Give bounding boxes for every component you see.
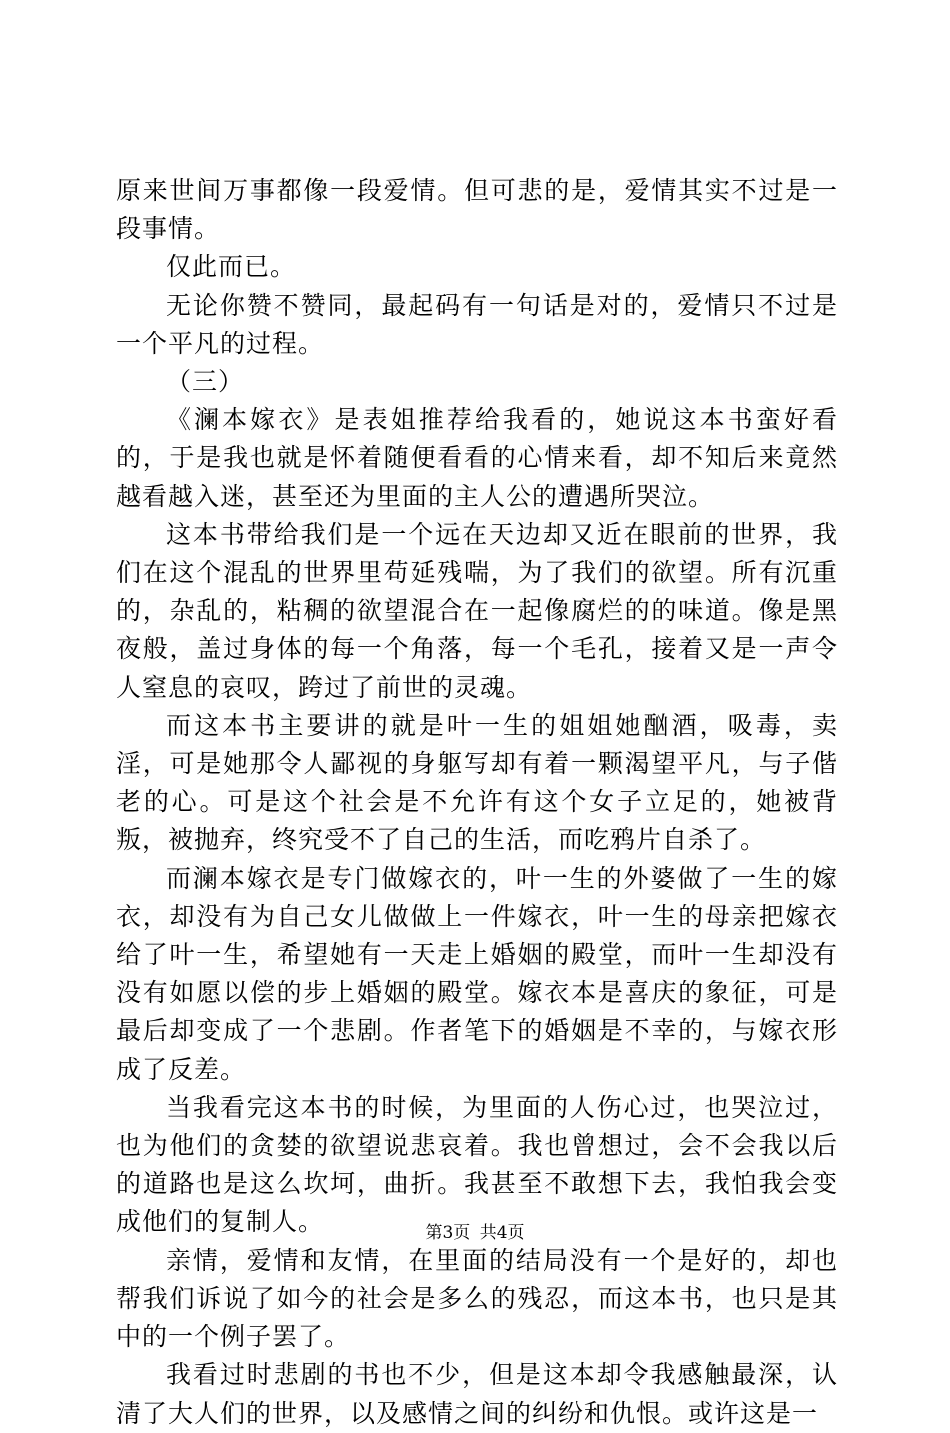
paragraph: 这本书带给我们是一个远在天边却又近在眼前的世界，我们在这个混乱的世界里苟延残喘，为了我们的欲望。所有沉重的，杂乱的，粘稠的欲望混合在一起像腐烂的的味道。像是黑夜般，盖过身体的每一个角落，每一个毛孔，接着又是一声令人窒息的哀叹，跨过了前世的灵魂。	[116, 519, 838, 702]
paragraph: 当我看完这本书的时候，为里面的人伤心过，也哭泣过，也为他们的贪婪的欲望说悲哀着。我也曾想过，会不会我以后的道路也是这么坎坷，曲折。我甚至不敢想下去，我怕我会变成他们的复制人。	[116, 1092, 838, 1237]
paragraph: 而这本书主要讲的就是叶一生的姐姐她酗酒，吸毒，卖淫，可是她那令人鄙视的身躯写却有着一颗渴望平凡，与子偕老的心。可是这个社会是不允许有这个女子立足的，她被背叛，被抛弃，终究受不了自己的生活，而吃鸦片自杀了。	[116, 710, 838, 855]
section-heading: （三）	[166, 367, 245, 397]
paragraph: 《澜本嫁衣》是表姐推荐给我看的，她说这本书蛮好看的，于是我也就是怀着随便看看的心情来看，却不知后来竟然越看越入迷，甚至还为里面的主人公的遭遇所哭泣。	[116, 405, 838, 511]
page-footer	[0, 1218, 950, 1243]
paragraph: 而澜本嫁衣是专门做嫁衣的，叶一生的外婆做了一生的嫁衣，却没有为自己女儿做做上一件嫁衣，叶一生的母亲把嫁衣给了叶一生，希望她有一天走上婚姻的殿堂，而叶一生却没有没有如愿以偿的步上婚姻的殿堂。嫁衣本是喜庆的象征，可是最后却变成了一个悲剧。作者笔下的婚姻是不幸的，与嫁衣形成了反差。	[116, 863, 838, 1084]
paragraph: 亲情，爱情和友情，在里面的结局没有一个是好的，却也帮我们诉说了如今的社会是多么的残忍，而这本书，也只是其中的一个例子罢了。	[116, 1245, 838, 1352]
page-total: 共4页	[479, 1223, 525, 1243]
paragraph: 仅此而已。	[166, 252, 297, 282]
paragraph: 我看过时悲剧的书也不少，但是这本却令我感触最深，认清了大人们的世界，以及感情之间的纠纷和仇恨。或许这是一	[116, 1360, 838, 1428]
paragraph: 原来世间万事都像一段爱情。但可悲的是，爱情其实不过是一段事情。	[116, 176, 838, 244]
paragraph: 无论你赞不赞同，最起码有一句话是对的，爱情只不过是一个平凡的过程。	[116, 290, 838, 358]
document-body	[116, 172, 838, 1433]
page-number: 第3页	[425, 1223, 471, 1243]
